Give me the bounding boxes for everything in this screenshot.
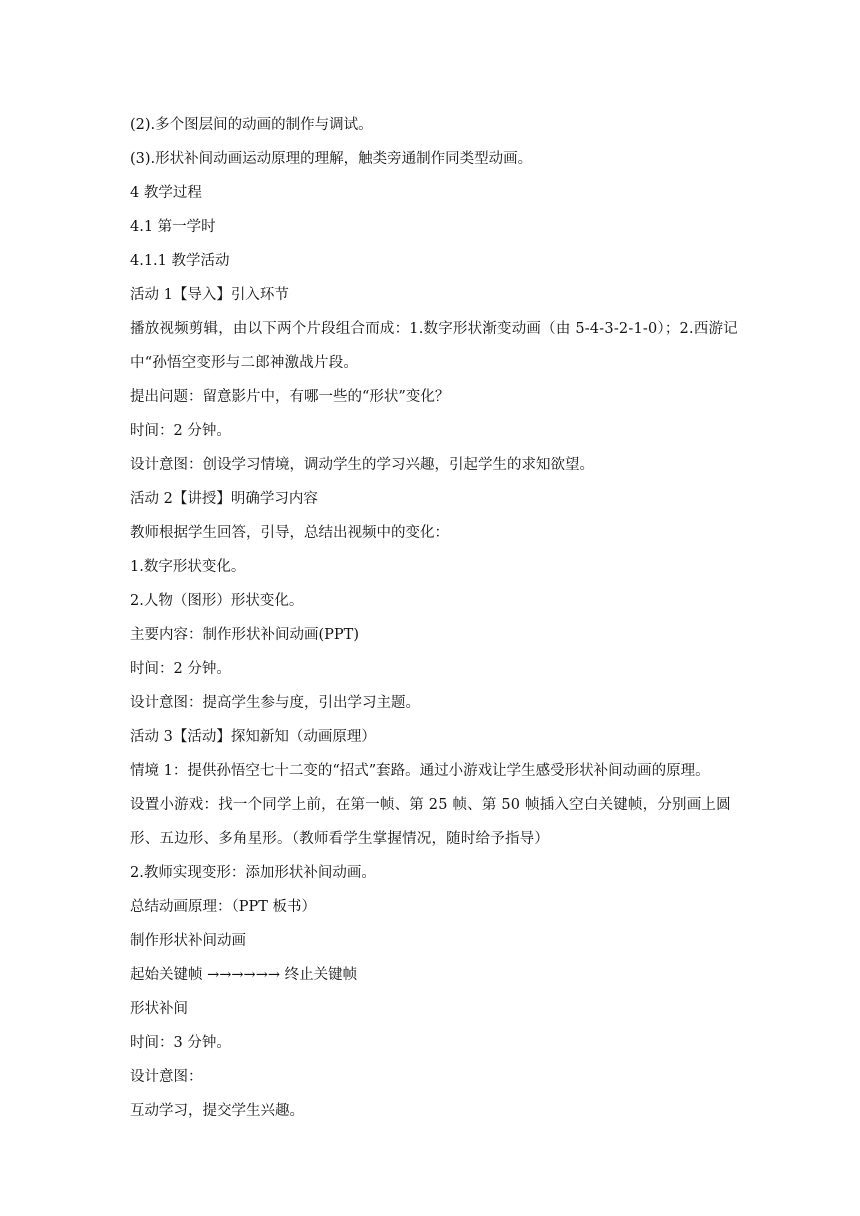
activity-3-principle-summary: 总结动画原理：（PPT 板书） bbox=[130, 899, 317, 915]
text-line-objective-3: (3).形状补间动画运动原理的理解，触类旁通制作同类型动画。 bbox=[130, 151, 533, 167]
section-heading-teaching-process: 4 教学过程 bbox=[130, 185, 202, 201]
activity-1-time: 时间：2 分钟。 bbox=[130, 423, 231, 439]
activity-1-heading: 活动 1【导入】引入环节 bbox=[130, 287, 289, 303]
activity-3-board-title: 制作形状补间动画 bbox=[130, 933, 246, 949]
activity-2-item-2: 2.人物（图形）形状变化。 bbox=[130, 593, 304, 609]
activity-3-design-intent-text: 互动学习，提交学生兴趣。 bbox=[130, 1103, 304, 1119]
activity-3-teacher-demo: 2.教师实现变形：添加形状补间动画。 bbox=[130, 865, 376, 881]
document-body bbox=[130, 108, 740, 1128]
subsection-heading-first-lesson: 4.1 第一学时 bbox=[130, 219, 216, 235]
activity-3-design-intent-label: 设计意图： bbox=[130, 1069, 203, 1085]
subsection-heading-teaching-activities: 4.1.1 教学活动 bbox=[130, 253, 230, 269]
activity-1-design-intent: 设计意图：创设学习情境，调动学生的学习兴趣，引起学生的求知欲望。 bbox=[130, 457, 594, 473]
activity-3-keyframe-flow: 起始关键帧 →→→→→→ 终止关键帧 bbox=[130, 967, 358, 983]
text-line-objective-2: (2).多个图层间的动画的制作与调试。 bbox=[130, 117, 373, 133]
activity-2-item-1: 1.数字形状变化。 bbox=[130, 559, 246, 575]
activity-3-time: 时间：3 分钟。 bbox=[130, 1035, 231, 1051]
activity-3-shape-tween: 形状补间 bbox=[130, 1001, 188, 1017]
activity-2-time: 时间：2 分钟。 bbox=[130, 661, 231, 677]
activity-3-heading: 活动 3【活动】探知新知（动画原理） bbox=[130, 729, 376, 745]
activity-3-scenario-1: 情境 1：提供孙悟空七十二变的“招式”套路。通过小游戏让学生感受形状补间动画的原理。 bbox=[130, 763, 710, 779]
activity-1-video-paragraph: 播放视频剪辑，由以下两个片段组合而成：1.数字形状渐变动画（由 5-4-3-2-1-0）；2.西游记中“孙悟空变形与二郎神激战片段。 bbox=[130, 321, 738, 371]
activity-1-question: 提出问题：留意影片中，有哪一些的“形状”变化？ bbox=[130, 389, 450, 405]
activity-2-design-intent: 设计意图：提高学生参与度，引出学习主题。 bbox=[130, 695, 420, 711]
activity-2-summary: 教师根据学生回答，引导，总结出视频中的变化： bbox=[130, 525, 449, 541]
activity-2-main-content: 主要内容：制作形状补间动画(PPT) bbox=[130, 627, 359, 643]
activity-3-game-paragraph: 设置小游戏：找一个同学上前，在第一帧、第 25 帧、第 50 帧插入空白关键帧，分别画上圆形、五边形、多角星形。（教师看学生掌握情况，随时给予指导） bbox=[130, 797, 731, 847]
activity-2-heading: 活动 2【讲授】明确学习内容 bbox=[130, 491, 318, 507]
